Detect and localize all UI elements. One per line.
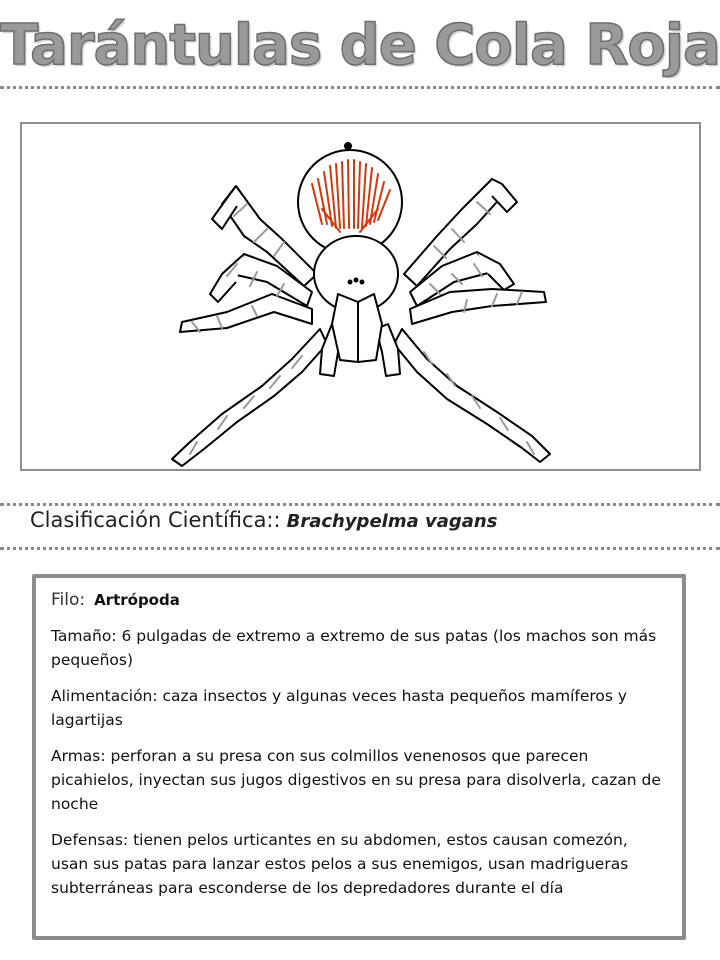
defenses-fact: Defensas: tienen pelos urticantes en su abdomen, estos causan comezón, usan sus patas para lanzar estos pelos a sus enemigos, usan madrigueras subterráneas para esconderse de los depredadores durante el día bbox=[51, 831, 629, 897]
left-leg-3 bbox=[180, 294, 312, 332]
phylum-row bbox=[51, 588, 661, 612]
illustration-frame bbox=[20, 122, 701, 471]
tarantula-illustration bbox=[22, 124, 699, 469]
spinneret bbox=[345, 143, 351, 149]
phylum-value: Artrópoda bbox=[94, 591, 180, 609]
classification-divider-bottom bbox=[0, 547, 720, 550]
classification-divider-top bbox=[0, 503, 720, 506]
title-divider bbox=[0, 86, 720, 89]
scientific-name: Brachypelma vagans bbox=[286, 511, 498, 532]
page-title: Tarántulas de Cola Roja bbox=[0, 13, 720, 78]
diet-fact: Alimentación: caza insectos y algunas veces hasta pequeños mamíferos y lagartijas bbox=[51, 687, 628, 729]
weapons-fact: Armas: perforan a su presa con sus colmillos venenosos que parecen picahielos, inyectan sus jugos digestivos en su presa para disolverla, cazan de noche bbox=[51, 747, 661, 813]
phylum-label: Filo: bbox=[51, 590, 86, 610]
facts-box bbox=[32, 574, 686, 940]
classification-label: Clasificación Científica:: bbox=[30, 508, 281, 532]
size-fact: Tamaño: 6 pulgadas de extremo a extremo de sus patas (los machos son más pequeños) bbox=[51, 627, 657, 669]
scientific-classification bbox=[30, 508, 497, 532]
